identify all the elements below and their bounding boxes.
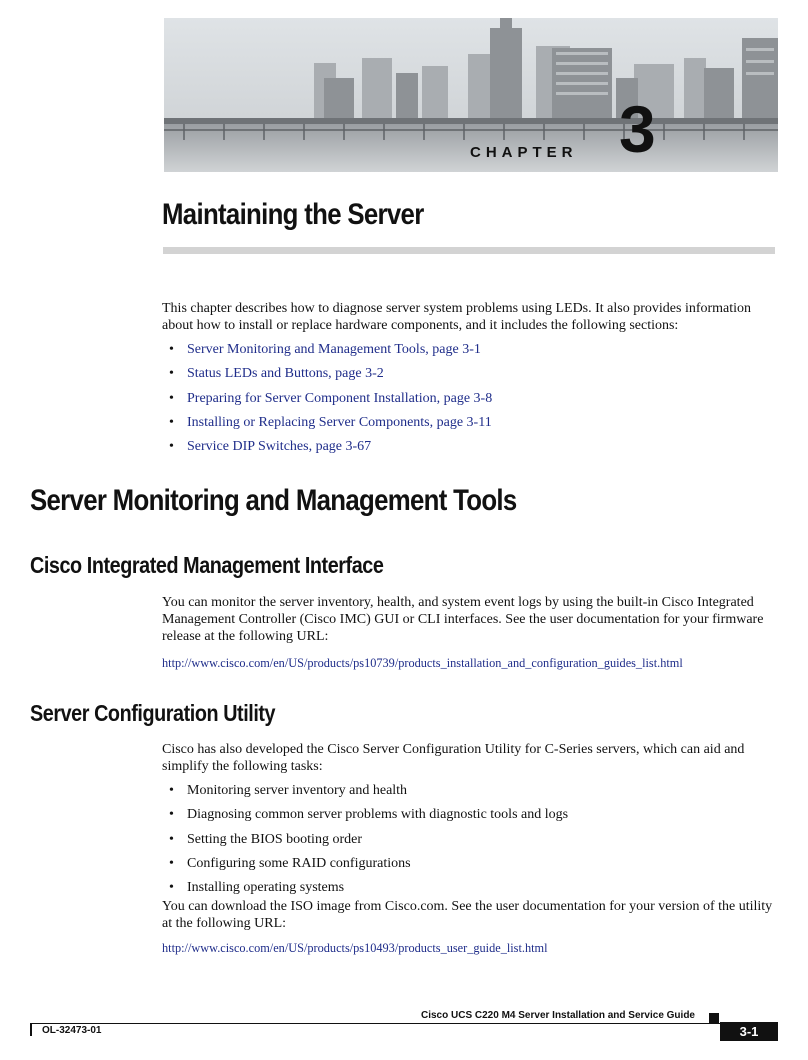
intro-text: This chapter describes how to diagnose server system problems using LEDs. It also provides information about how to install or replace hardware components, and it includes the following sections: xyxy=(162,301,752,333)
footer-rule xyxy=(30,1023,720,1024)
cimc-url-link[interactable]: http://www.cisco.com/en/US/products/ps10739/products_installation_and_configuration_guides_list.html xyxy=(162,656,683,670)
scu-text: Cisco has also developed the Cisco Server Configuration Utility for C-Series servers, which can aid and simplify the following tasks: xyxy=(162,742,745,774)
cimc-block xyxy=(162,594,777,672)
title-rule xyxy=(163,247,775,254)
section-link[interactable]: Installing or Replacing Server Components, page 3-11 xyxy=(187,414,492,430)
intro-block xyxy=(162,300,777,462)
chapter-label: CHAPTER xyxy=(470,144,578,161)
section-link[interactable]: Server Monitoring and Management Tools, page 3-1 xyxy=(187,342,481,357)
footer-doc-id: OL-32473-01 xyxy=(42,1025,102,1036)
list-item: • Diagnosing common server problems with diagnostic tools and logs xyxy=(162,806,777,830)
list-item[interactable] xyxy=(162,341,777,365)
chapter-title: Maintaining the Server xyxy=(162,198,424,231)
footer-marker xyxy=(709,1013,719,1023)
list-item[interactable] xyxy=(162,390,777,414)
list-item: • Setting the BIOS booting order xyxy=(162,831,777,855)
section-list xyxy=(162,341,777,462)
chapter-number: 3 xyxy=(619,92,656,166)
footer-guide-title: Cisco UCS C220 M4 Server Installation and Service Guide xyxy=(421,1010,695,1021)
list-item[interactable] xyxy=(162,365,777,389)
list-item: • Installing operating systems xyxy=(162,879,777,903)
scu-url-link[interactable]: http://www.cisco.com/en/US/products/ps10493/products_user_guide_list.html xyxy=(162,941,548,956)
subsection-heading-cimc: Cisco Integrated Management Interface xyxy=(30,552,384,578)
task-list xyxy=(162,782,777,903)
page-number: 3-1 xyxy=(720,1022,778,1041)
list-item: • Monitoring server inventory and health xyxy=(162,782,777,806)
section-link[interactable]: Status LEDs and Buttons, page 3-2 xyxy=(187,366,384,382)
cimc-text: You can monitor the server inventory, health, and system event logs by using the built-in Cisco Integrated Management Controller (Cisco IMC) GUI or CLI interfaces. See the user documentation for your firmware release at the following URL: xyxy=(162,595,764,644)
download-text: You can download the ISO image from Cisco.com. See the user documentation for your version of the utility at the following URL: xyxy=(162,899,773,932)
subsection-heading-scu: Server Configuration Utility xyxy=(30,700,276,726)
footer-tick xyxy=(30,1023,32,1036)
list-item[interactable] xyxy=(162,438,777,462)
list-item: • Configuring some RAID configurations xyxy=(162,855,777,879)
section-link[interactable]: Service DIP Switches, page 3-67 xyxy=(187,439,372,455)
section-link[interactable]: Preparing for Server Component Installation, page 3-8 xyxy=(187,390,493,406)
list-item[interactable] xyxy=(162,414,777,438)
section-heading: Server Monitoring and Management Tools xyxy=(30,484,517,517)
scu-block xyxy=(162,741,777,957)
